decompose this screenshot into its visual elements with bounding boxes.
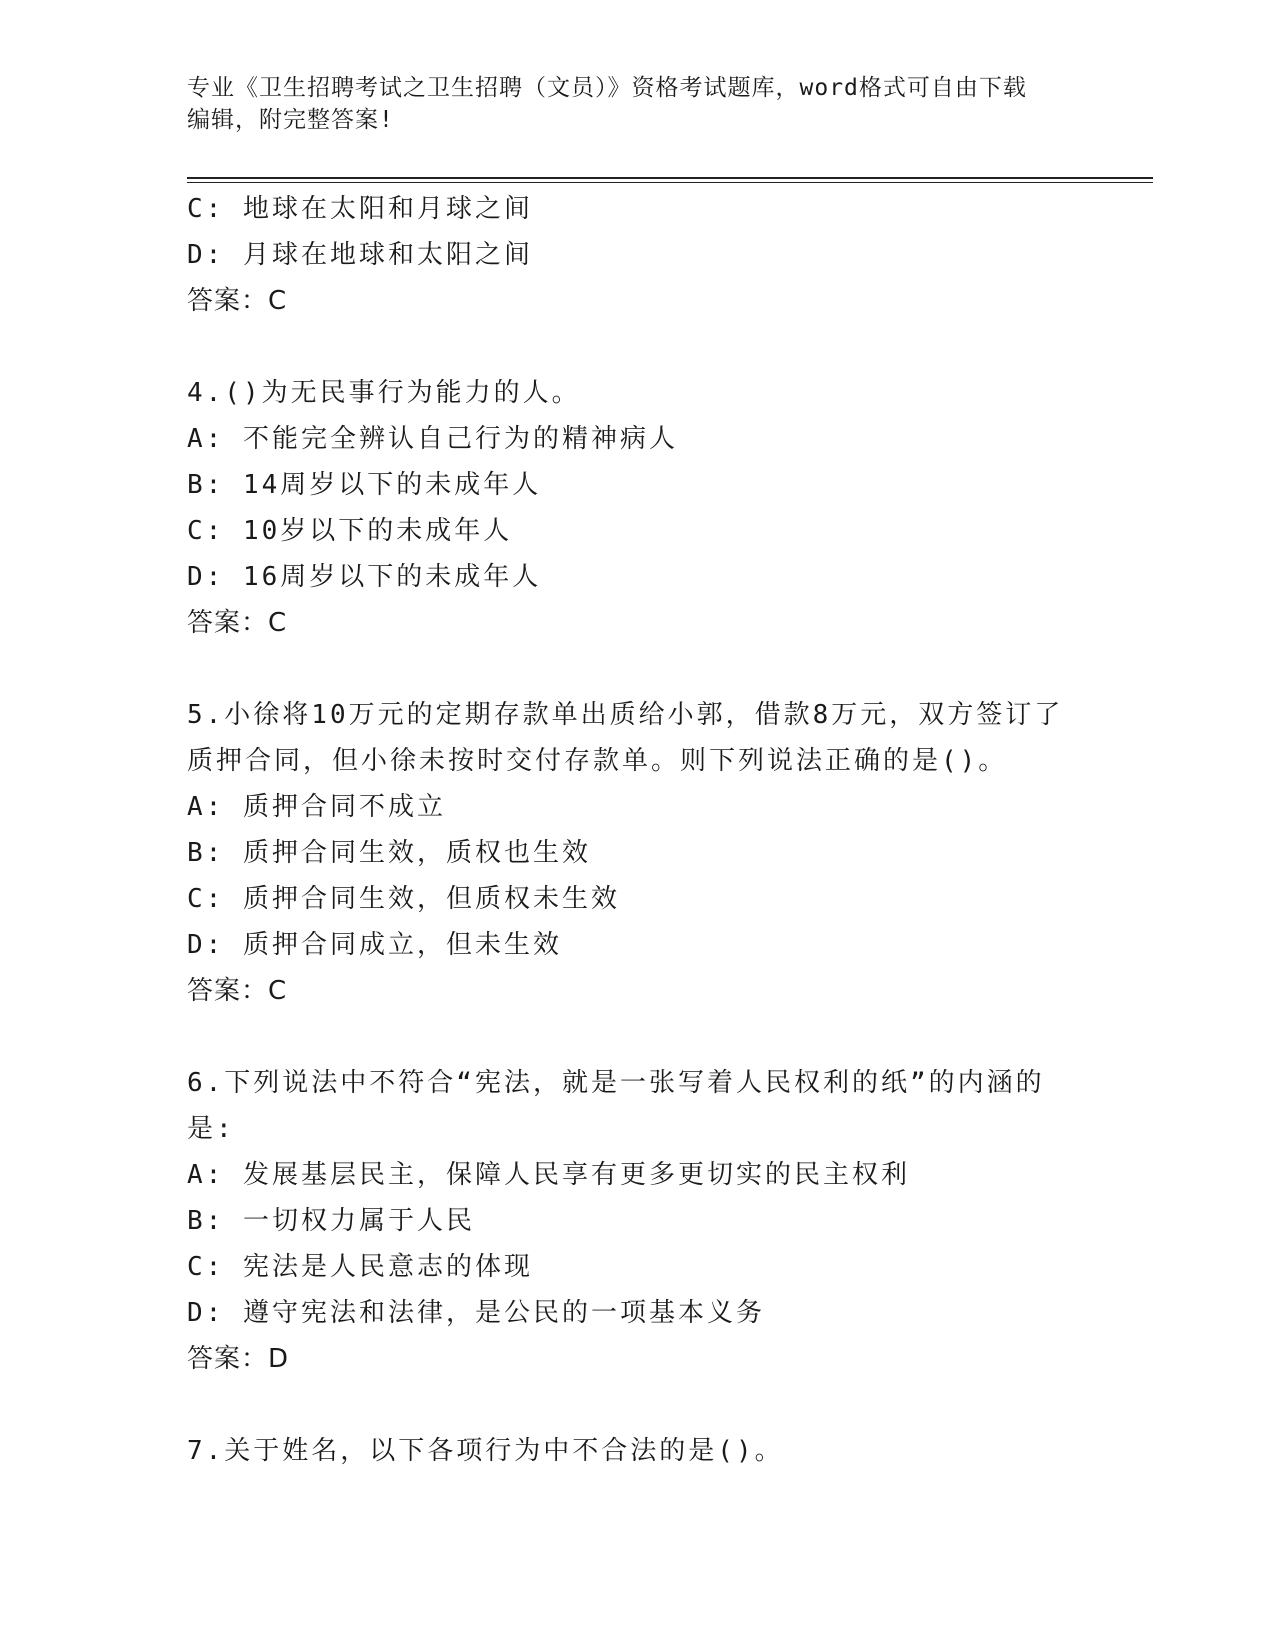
question-stem-line-1: 5.小徐将10万元的定期存款单出质给小郭，借款8万元，双方签订了 <box>187 700 1064 730</box>
header-divider-thin <box>187 182 1153 183</box>
spacer <box>187 324 1117 370</box>
question-list <box>187 186 1117 1474</box>
option-c: C: 宪法是人民意志的体现 <box>187 1252 533 1282</box>
option-d: D: 16周岁以下的未成年人 <box>187 562 542 592</box>
question-stem-line-2: 是: <box>187 1114 235 1144</box>
option-b: B: 一切权力属于人民 <box>187 1206 475 1236</box>
spacer <box>187 1014 1117 1060</box>
answer-label: 答案：C <box>187 286 288 316</box>
question-5 <box>187 692 1117 1014</box>
answer-label: 答案：D <box>187 1344 290 1374</box>
question-stem: 4.()为无民事行为能力的人。 <box>187 378 581 408</box>
spacer <box>187 1382 1117 1428</box>
question-stem-line-2: 质押合同，但小徐未按时交付存款单。则下列说法正确的是()。 <box>187 746 1008 776</box>
header-title-line-1: 专业《卫生招聘考试之卫生招聘（文员）》资格考试题库，word格式可自由下载 <box>187 75 1027 101</box>
question-7 <box>187 1428 1117 1474</box>
option-a: A: 质押合同不成立 <box>187 792 446 822</box>
header-divider-thick <box>187 177 1153 179</box>
question-stem-line-1: 6.下列说法中不符合“宪法，就是一张写着人民权利的纸”的内涵的 <box>187 1068 1045 1098</box>
answer-label: 答案：C <box>187 608 288 638</box>
option-d: D: 质押合同成立，但未生效 <box>187 930 562 960</box>
answer-label: 答案：C <box>187 976 288 1006</box>
question-6 <box>187 1060 1117 1382</box>
option-d: D: 遵守宪法和法律，是公民的一项基本义务 <box>187 1298 765 1328</box>
question-stem: 7.关于姓名，以下各项行为中不合法的是()。 <box>187 1436 784 1466</box>
spacer <box>187 646 1117 692</box>
question-3 <box>187 186 1117 324</box>
question-4 <box>187 370 1117 646</box>
option-a: A: 不能完全辨认自己行为的精神病人 <box>187 424 678 454</box>
option-b: B: 质押合同生效，质权也生效 <box>187 838 591 868</box>
page-header <box>187 72 1087 136</box>
option-b: B: 14周岁以下的未成年人 <box>187 470 542 500</box>
option-a: A: 发展基层民主，保障人民享有更多更切实的民主权利 <box>187 1160 910 1190</box>
option-c: C: 地球在太阳和月球之间 <box>187 194 533 224</box>
option-c: C: 10岁以下的未成年人 <box>187 516 513 546</box>
header-title-line-2: 编辑，附完整答案! <box>187 107 394 133</box>
option-c: C: 质押合同生效，但质权未生效 <box>187 884 620 914</box>
option-d: D: 月球在地球和太阳之间 <box>187 240 533 270</box>
